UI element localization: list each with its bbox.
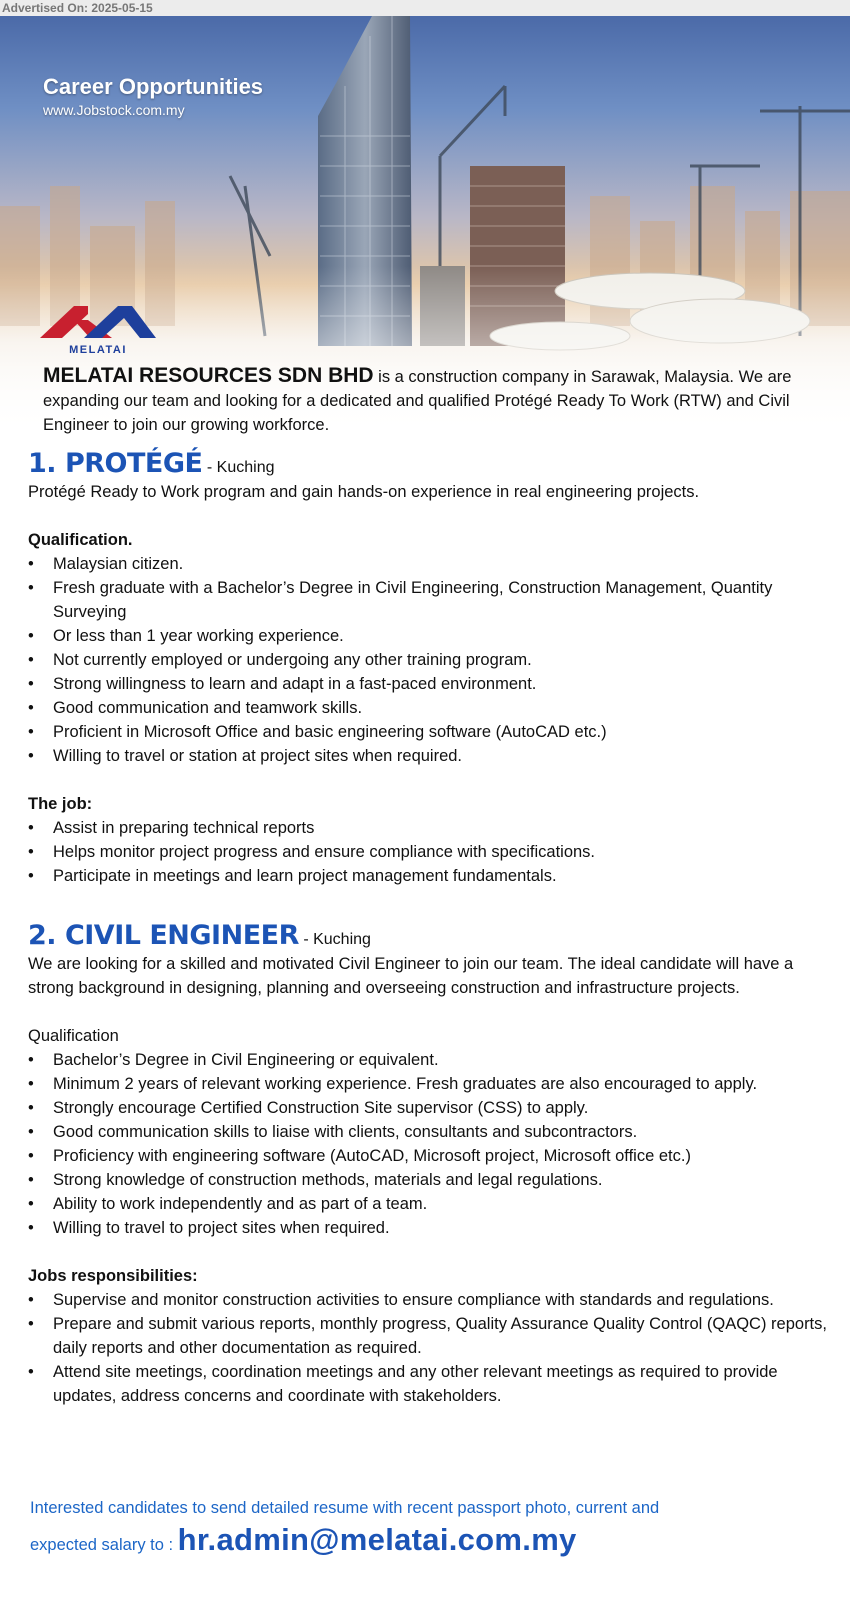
- list-item: • Proficient in Microsoft Office and basic engineering software (AutoCAD etc.): [28, 723, 607, 741]
- job1-location: - Kuching: [202, 459, 275, 476]
- list-item: • Strongly encourage Certified Construction Site supervisor (CSS) to apply.: [28, 1099, 589, 1117]
- job1-heading: [28, 448, 840, 480]
- career-title: Career Opportunities: [43, 74, 264, 99]
- list-item: • Participate in meetings and learn project management fundamentals.: [28, 867, 557, 885]
- melatai-logo: [40, 306, 156, 356]
- intro-text: is a construction company in Sarawak, Malaysia. We are expanding our team and looking for a dedicated and qualified Protégé Ready To Work (RTW) and Civil Engineer to join our growing workforce.: [43, 368, 792, 434]
- list-item: • Not currently employed or undergoing any other training program.: [28, 651, 532, 669]
- job1-qualification-heading: Qualification.: [28, 531, 133, 549]
- list-item: • Helps monitor project progress and ensure compliance with specifications.: [28, 843, 596, 861]
- contact-line-1: Interested candidates to send detailed resume with recent passport photo, current and: [30, 1499, 660, 1517]
- list-item: • Good communication and teamwork skills.: [28, 699, 363, 717]
- job2-qualification-heading: Qualification: [28, 1027, 119, 1045]
- job2-description: We are looking for a skilled and motivated Civil Engineer to join our team. The ideal candidate will have a strong background in designing, planning and overseeing construction and infrastructure projects.: [28, 955, 794, 997]
- list-item: • Willing to travel or station at project sites when required.: [28, 747, 463, 765]
- job1-qualifications-list: [28, 552, 840, 768]
- contact-section: [30, 1496, 830, 1557]
- logo-wordmark: MELATAI: [69, 344, 127, 356]
- job2-heading: [28, 920, 840, 952]
- job2-title: 2. CIVIL ENGINEER: [28, 920, 299, 951]
- contact-prefix: expected salary to :: [30, 1536, 178, 1554]
- list-item: • Prepare and submit various reports, monthly progress, Quality Assurance Quality Control (QAQC) reports, daily reports and other documentation as required.: [28, 1315, 827, 1357]
- job2-location: - Kuching: [298, 931, 371, 948]
- list-item: • Strong knowledge of construction methods, materials and legal regulations.: [28, 1171, 603, 1189]
- list-item: • Good communication skills to liaise with clients, consultants and subcontractors.: [28, 1123, 638, 1141]
- job1-duties-heading: The job:: [28, 795, 93, 813]
- advertised-date: Advertised On: 2025-05-15: [0, 0, 850, 16]
- job-listings: [28, 448, 840, 1408]
- list-item: • Strong willingness to learn and adapt in a fast-paced environment.: [28, 675, 537, 693]
- contact-line-2: [30, 1522, 830, 1557]
- contact-email-link[interactable]: hr.admin@melatai.com.my: [177, 1522, 577, 1557]
- list-item: • Bachelor’s Degree in Civil Engineering or equivalent.: [28, 1051, 439, 1069]
- job1-duties-list: [28, 816, 840, 888]
- company-intro: [43, 364, 823, 437]
- company-name: MELATAI RESOURCES SDN BHD: [43, 364, 374, 387]
- list-item: • Assist in preparing technical reports: [28, 819, 315, 837]
- job2-responsibilities-heading: Jobs responsibilities:: [28, 1267, 198, 1285]
- list-item: • Proficiency with engineering software (AutoCAD, Microsoft project, Microsoft office etc.): [28, 1147, 691, 1165]
- list-item: • Attend site meetings, coordination meetings and any other relevant meetings as required to provide updates, address concerns and coordinate with stakeholders.: [28, 1363, 778, 1405]
- list-item: • Or less than 1 year working experience.: [28, 627, 344, 645]
- list-item: • Supervise and monitor construction activities to ensure compliance with standards and regulations.: [28, 1291, 774, 1309]
- jobstock-url[interactable]: www.Jobstock.com.my: [43, 102, 185, 118]
- job2-responsibilities-list: [28, 1288, 840, 1408]
- job1-title: 1. PROTÉGÉ: [28, 448, 203, 479]
- list-item: • Malaysian citizen.: [28, 555, 184, 573]
- list-item: • Minimum 2 years of relevant working experience. Fresh graduates are also encouraged to apply.: [28, 1075, 758, 1093]
- list-item: • Ability to work independently and as part of a team.: [28, 1195, 428, 1213]
- job1-description: Protégé Ready to Work program and gain hands-on experience in real engineering projects.: [28, 483, 700, 501]
- list-item: • Fresh graduate with a Bachelor’s Degree in Civil Engineering, Construction Management, Quantity Surveying: [28, 579, 773, 621]
- list-item: • Willing to travel to project sites when required.: [28, 1219, 390, 1237]
- job2-qualifications-list: [28, 1048, 840, 1240]
